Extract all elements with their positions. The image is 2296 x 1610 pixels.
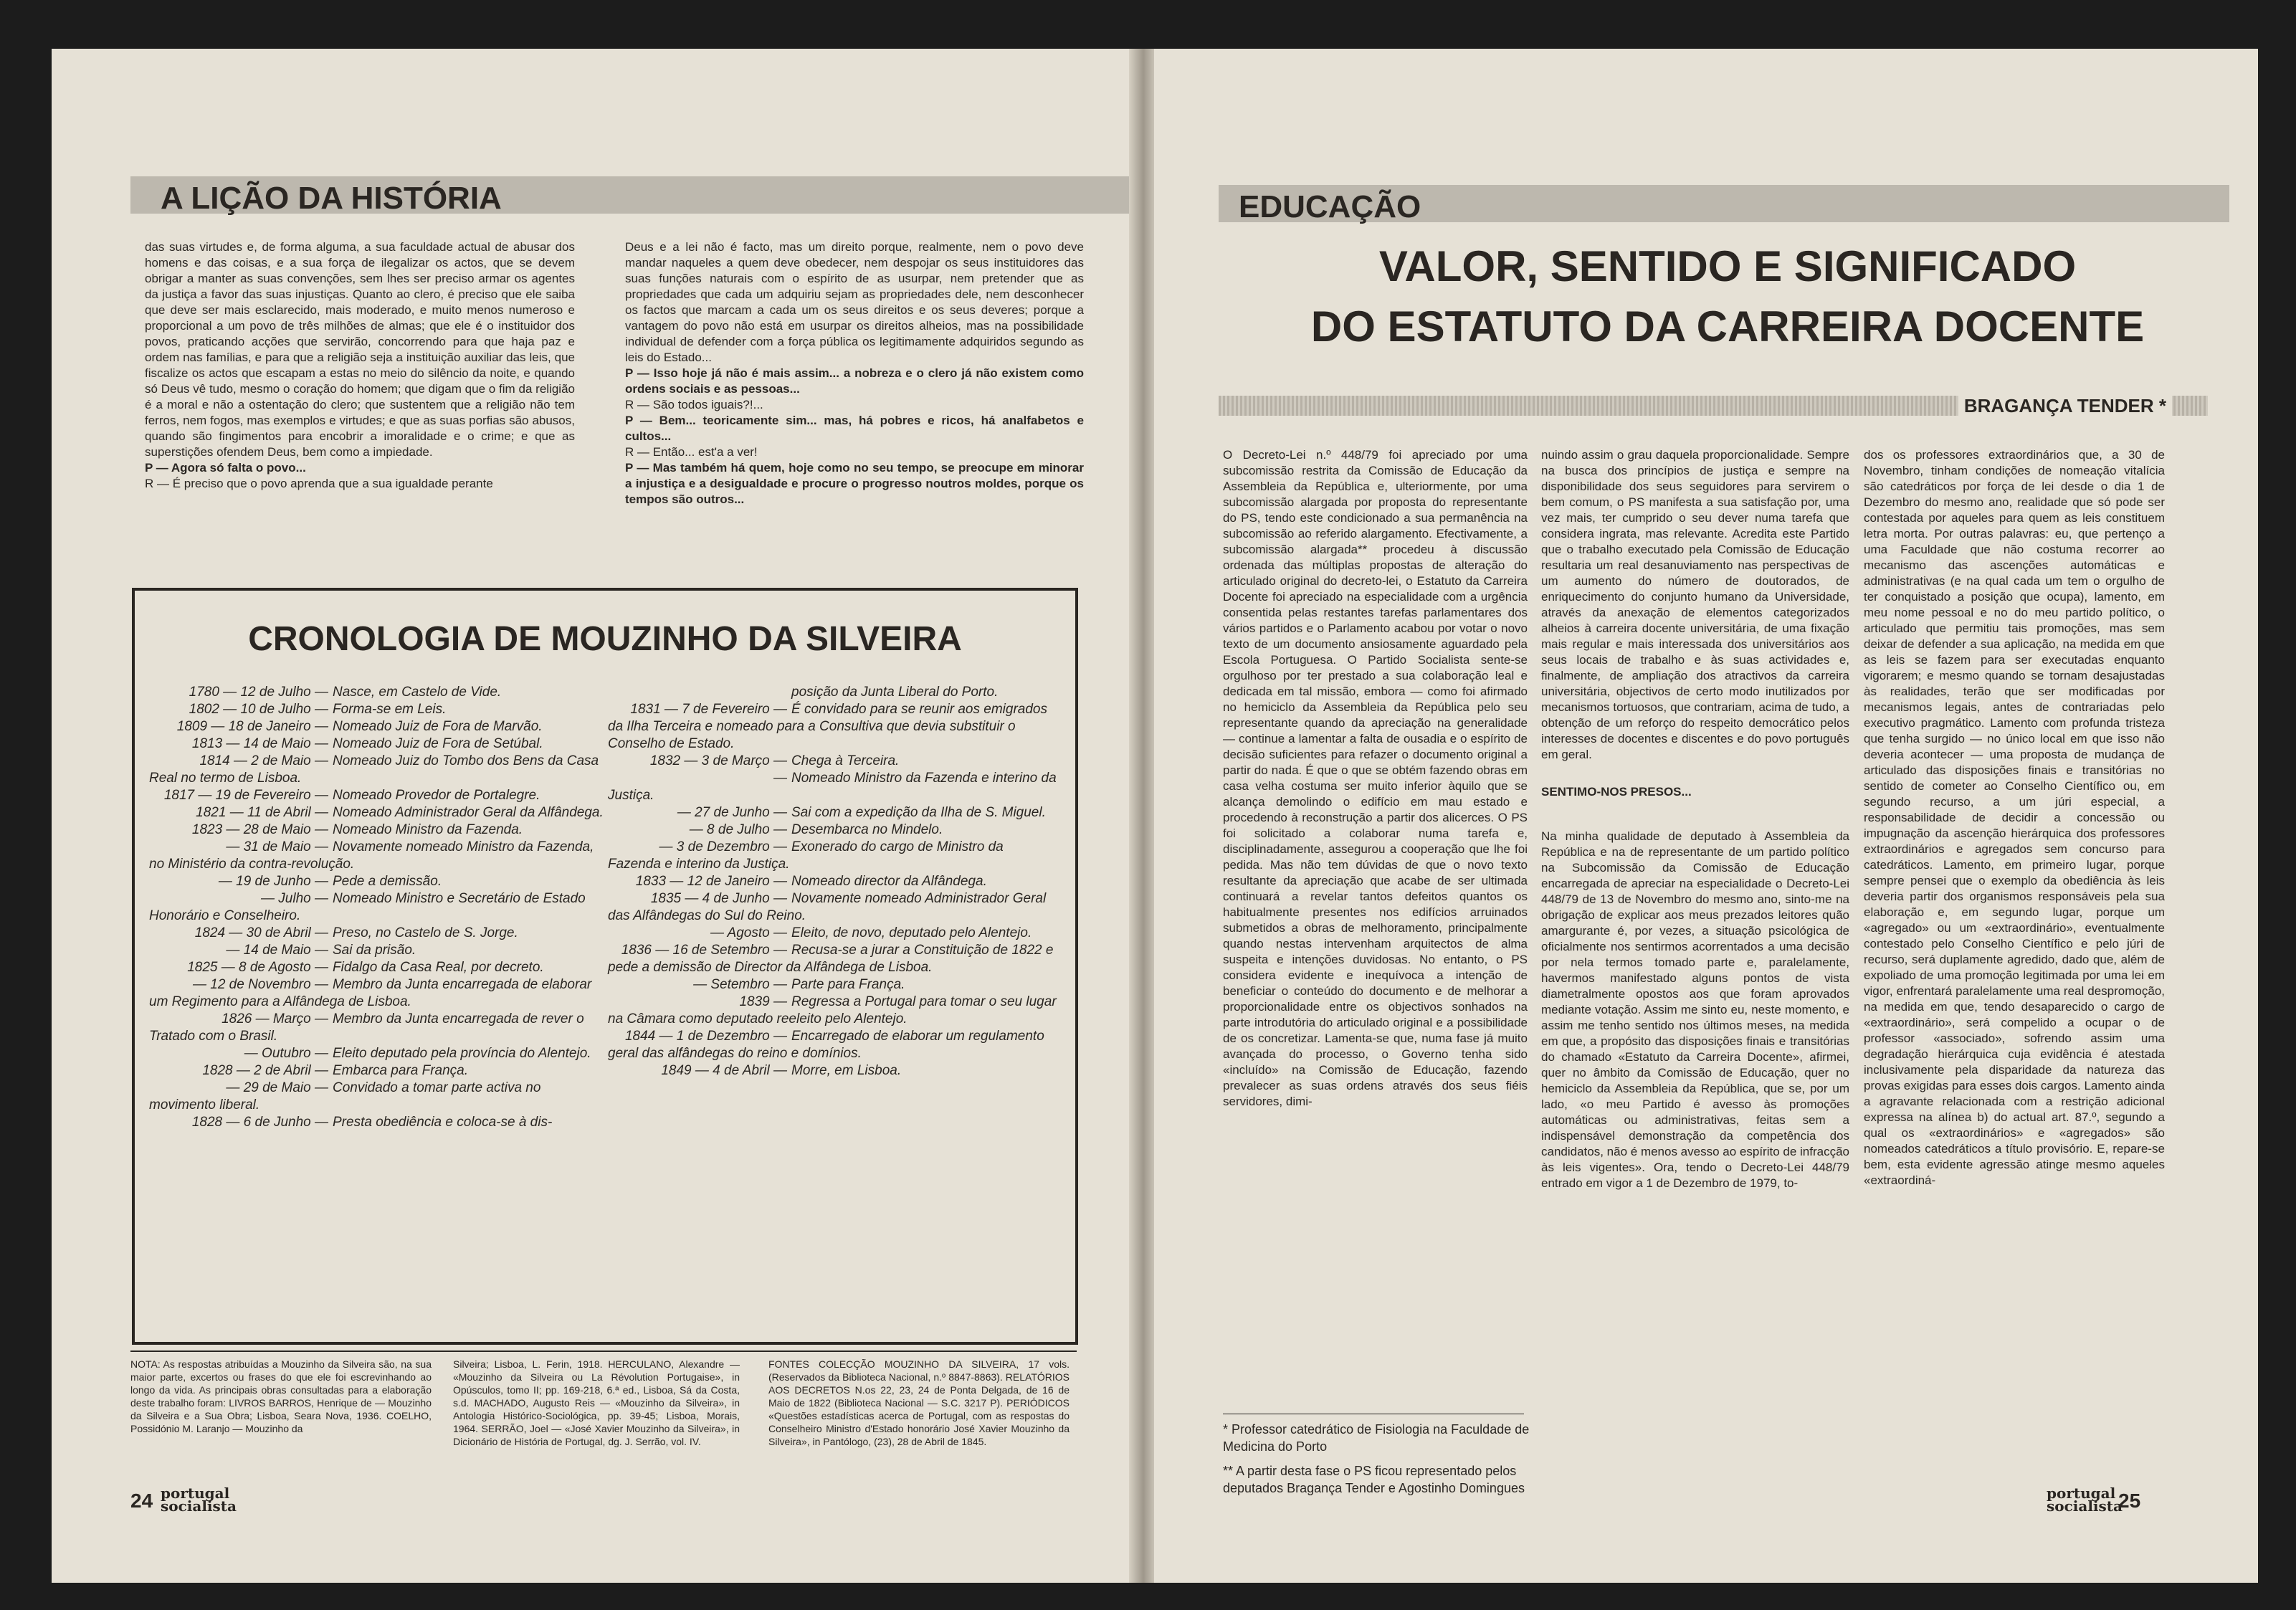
chronology-date: 1839 — <box>739 994 787 1009</box>
article-text: dos os professores extraordinários que, a 30 de Novembro, tinham condições de nomeação vitalícia são catedráticos por força de lei desde o dia 1 de Dezembro do mesmo ano, realidade que só pode ser contestada por aqueles para quem as leis constituem letra morta. Por outras palavras: eu, que pertenço a uma Faculdade que não costuma recorrer ao mecanismo das ascenções automáticas e administrativas (e na qual cada um tem o orgulho de ter conquistado a posição que ocupa), lamento, em meu nome pessoal e no do meu partido político, o articulado que permitiu tais promoções, mas sem deixar de defender a sua aplicação, na medida em que as leis se fazem para ser executadas enquanto vigorarem; e mesmo quando se tornam desajustadas às realidades, terão que ser modificadas por mecanismos legais, antes de contrariadas pelo executivo pragmático. Lamento com profunda tristeza que tenha surgido — no único local em que isso não deveria acontecer — uma proposta de mudança de articulado das disposições finais e transitórias no sentido de cometer ao Conselho Científico ou, em segundo recurso, a um júri especial, a responsabilidade de decidir a concessão ou impugnação da ascenção hierárquica dos professores extraordinários e agregados sem concurso para catedráticos. Lamento, em primeiro lugar, porque sempre pensei que o exemplo da obediência às leis deveria partir dos organismos responsáveis pela sua elaboração e, em segundo lugar, porque um «agregado» ou um «extraordinário», eventualmente contestado pelo Conselho Científico e pelo júri de recurso, será duplamente agredido, dado que, além de expoliado de uma promoção legitimada por uma lei em vigor, enfrentará paralelamente uma real despromoção, na medida em que, tendo desaparecido o cargo de «extraordinário», será compelido a ocupar o de professor «associado», sofrendo assim uma degradação hierárquica cuja evidência é atestada inclusivamente pela disparidade da natureza das provas exigidas para esses dois cargos. Lamento ainda a agravante relacionada com a restrição adicional expressa na alínea b) do actual art. 87.º, segundo a qual os «extraordinários» e «agregados» são nomeados catedráticos a título provisório. E, repare-se bem, esta evidente agressão atinge mesmo aqueles «extraordiná- <box>1864 448 2165 1187</box>
chronology-event: Novamente nomeado Administrador Geral das Alfândegas do Sul do Reino. <box>608 891 1047 923</box>
article-text: O Decreto-Lei n.º 448/79 foi apreciado por uma subcomissão restrita da Comissão de Educação da Assembleia da República e, ulteriormente, por uma subcomissão alargada por proposta do representante do PS, tendo este condicionado a sua permanência na subcomissão ao referido alargamento. Efectivamente, a subcomissão alargada** procedeu à discussão ordenada das múltiplas propostas de alteração do articulado original do decreto-lei, o Estatuto da Carreira Docente foi apreciado na especialidade com a urgência consentida pelas restantes tarefas parlamentares dos vários partidos e o Parlamento acabou por votar o novo texto de um documento ansiosamente aguardado pela Escola Portuguesa. O Partido Socialista sente-se orgulhoso por ter prestado a sua colaboração leal e dedicada em tal missão, embora — como foi afirmado no hemiciclo da Assembleia da República pelo seu representante quando da apreciação na generalidade — continue a lamentar a falta de ousadia e o espírito de decisão suficientes para refazer o documento original a partir do nada. É que o que se obtém fazendo obras em casa velha costuma ser muito inferior àquilo que se alcança demolindo o edifício em mau estado e procedendo à reconstrução a partir dos alicerces. O PS foi solicitado a colaborar numa tarefa e, disciplinadamente, assegurou a cooperação que lhe foi pedida. Mas não tem dúvidas de que o novo texto resultante da apreciação que acabe de ser ultimada continuará a revelar tantos defeitos quantos os habitualmente presentes nos edifícios arruinados submetidos a obras de melhoramento, principalmente quando nestas intervenham arquitectos de alma suspeita e intenções duvidosas. No entanto, o PS considera evidente e inequívoca a intenção de beneficiar o conteúdo do documento e de melhorar a proporcionalidade entre os objectivos sonhados na parte introdutória do articulado original e a possibilidade de os concretizar. Lamenta-se que, numa fase já muito avançada do processo, o Governo tenha sido «incluído» na Comissão de Educação, fazendo prevalecer as suas ordens através dos seus fiéis servidores, dimi- <box>1223 448 1528 1108</box>
chronology-entry <box>608 1028 1059 1062</box>
chronology-entry <box>608 1062 1059 1080</box>
chronology-event: Encarregado de elaborar um regulamento geral das alfândegas do reino e domínios. <box>608 1029 1044 1061</box>
chronology-event: Nomeado Administrador Geral da Alfândega. <box>333 805 604 820</box>
chronology-entry <box>608 873 1059 890</box>
chronology-event: Nomeado Provedor de Portalegre. <box>333 788 540 803</box>
chronology-entry <box>608 839 1059 873</box>
article-text: Na minha qualidade de deputado à Assembleia da República e na de representante de um partido político na Subcomissão da Comissão de Educação encarregada de apreciar na especialidade o Decreto-Lei 448/79 de 13 de Novembro do mesmo ano, sinto-me na obrigação de explicar aos meus prezados leitores quão amargurante é, por vezes, a situação psicológica de oficialmente nos sentirmos acorrentados a uma decisão por nela termos tomado parte e, paralelamente, havermos manifestado alguns pontos de vista diametralmente opostos aos que foram aprovados mediante votação. Assim me sinto eu, neste momento, e assim me tenho sentido nos últimos meses, na medida em que, a propósito das disposições finais e transitórias do chamado «Estatuto da Carreira Docente», afirmei, quer no âmbito da Comissão de Educação, quer no hemiciclo da Assembleia da República, que se, por um lado, «o meu Partido é avesso às promoções automáticas ou administrativas, feitas sem a indispensável demonstração da competência dos candidatos, não é menos avesso ao espírito de infracção às leis vigentes». Ora, tendo o Decreto-Lei 448/79 entrado em vigor a 1 de Dezembro de 1979, to- <box>1541 829 1849 1190</box>
chronology-date: — 29 de Maio — <box>226 1080 328 1095</box>
chronology-event: Sai da prisão. <box>333 943 416 958</box>
section-title-left: A LIÇÃO DA HISTÓRIA <box>161 181 502 216</box>
chronology-title: CRONOLOGIA DE MOUZINHO DA SILVEIRA <box>248 620 962 658</box>
headline-line: DO ESTATUTO DA CARREIRA DOCENTE <box>1310 303 2145 351</box>
chronology-entry <box>149 753 608 787</box>
publication-logo-right <box>2047 1487 2123 1513</box>
chronology-entry <box>149 1011 608 1045</box>
chronology-entry <box>608 804 1059 821</box>
chronology-date: — 27 de Junho — <box>677 805 787 820</box>
chronology-date: 1813 — 14 de Maio — <box>191 736 328 751</box>
chronology-date: 1817 — 19 de Fevereiro — <box>163 788 328 803</box>
chronology-event: posição da Junta Liberal do Porto. <box>791 685 999 700</box>
chronology-event: Eleito deputado pela província do Alentejo. <box>333 1046 591 1061</box>
chronology-entry <box>608 770 1059 804</box>
chronology-event: Morre, em Lisboa. <box>791 1063 902 1078</box>
chronology-event: Parte para França. <box>791 977 905 992</box>
question: P — Agora só falta o povo... <box>145 461 306 475</box>
notes-column-3 <box>768 1358 1070 1448</box>
chronology-event: Membro da Junta encarregada de elaborar um Regimento para a Alfândega de Lisboa. <box>149 977 592 1009</box>
chronology-entry <box>149 804 608 821</box>
chronology-entry <box>149 718 608 735</box>
chronology-entry <box>149 942 608 959</box>
notes-column-2 <box>453 1358 740 1448</box>
chronology-entry <box>608 701 1059 753</box>
chronology-entry <box>608 942 1059 976</box>
author-band <box>1219 396 2208 416</box>
chronology-date: 1824 — 30 de Abril — <box>194 925 328 940</box>
chronology-entry <box>149 1062 608 1080</box>
chronology-entry <box>149 1080 608 1114</box>
logo-line: portugal <box>2047 1485 2116 1502</box>
chronology-entry <box>608 994 1059 1028</box>
chronology-date: — 31 de Maio — <box>226 839 328 854</box>
notes-divider <box>130 1351 1077 1352</box>
left-page <box>52 49 1133 1583</box>
chronology-event: Preso, no Castelo de S. Jorge. <box>333 925 518 940</box>
chronology-event: Pede a demissão. <box>333 874 442 889</box>
chronology-date: 1823 — 28 de Maio — <box>191 822 328 837</box>
chronology-date: 1802 — 10 de Julho — <box>189 702 328 717</box>
chronology-date: — 8 de Julho — <box>689 822 787 837</box>
article-column-2 <box>1541 447 1849 1191</box>
chronology-entry <box>608 821 1059 839</box>
chronology-event: Recusa-se a jurar a Constituição de 1822 e pede a demissão de Director da Alfândega de Lisboa. <box>608 943 1054 975</box>
chronology-date: — 14 de Maio — <box>226 943 328 958</box>
chronology-entry <box>149 1045 608 1062</box>
chronology-entry <box>149 821 608 839</box>
chronology-event: Nomeado Ministro da Fazenda e interino da Justiça. <box>608 771 1057 803</box>
chronology-date: 1828 — 2 de Abril — <box>202 1063 328 1078</box>
chronology-event: Sai com a expedição da Ilha de S. Miguel. <box>791 805 1046 820</box>
chronology-entry <box>149 959 608 976</box>
article-text: Deus e a lei não é facto, mas um direito porque, realmente, nem o povo deve mandar naqueles a quem deve obedecer, nem despojar os seus instituidores das suas funções naturais com o espírito de as usurpar, nem pretender que as propriedades que cada um adquiriu sejam as propriedades dele, nem desconhecer os factos que marcam a cada um os seus direitos e os seus deveres; porque a vantagem do povo não está em usurpar os direitos alheios, mas na possibilidade individual de defender com a força pública os legitimamente adquiridos segundo as leis do Estado... <box>625 240 1084 364</box>
notes-text: NOTA: As respostas atribuídas a Mouzinho da Silveira são, na sua maior parte, excertos ou frases do que ele foi escrevinhando ao longo da vida. As principais obras consultadas para a elaboração deste trabalho foram: LIVROS BARROS, Henrique de — Mouzinho da Silveira e a Sua Obra; Lisboa, Seara Nova, 1936. COELHO, Possidónio M. Laranjo — Mouzinho da <box>130 1358 432 1434</box>
chronology-date: 1780 — 12 de Julho — <box>189 685 328 700</box>
chronology-date: 1835 — 4 de Junho — <box>650 891 787 906</box>
logo-line: portugal <box>161 1485 230 1502</box>
chronology-entry <box>608 753 1059 770</box>
chronology-event: Nasce, em Castelo de Vide. <box>333 685 502 700</box>
chronology-date: — 19 de Junho — <box>218 874 328 889</box>
chronology-event: Fidalgo da Casa Real, por decreto. <box>333 960 544 975</box>
chronology-date: 1832 — 3 de Março — <box>649 753 787 768</box>
footnotes <box>1223 1421 1531 1497</box>
notes-column-1 <box>130 1358 432 1435</box>
chronology-date: — Outubro — <box>244 1046 328 1061</box>
section-band-right <box>1219 185 2229 222</box>
chronology-entry <box>149 684 608 701</box>
chronology-entry <box>149 976 608 1011</box>
chronology-event: Exonerado do cargo de Ministro da Fazenda e interino da Justiça. <box>608 839 1004 872</box>
author-name: BRAGANÇA TENDER * <box>1958 396 2172 416</box>
chronology-event: Nomeado Ministro da Fazenda. <box>333 822 523 837</box>
notes-text: Silveira; Lisboa, L. Ferin, 1918. HERCULANO, Alexandre — «Mouzinho da Silveira ou La Révolution Portugaise», in Opúsculos, tomo II; pp. 169-218, 6.ª ed., Lisboa, Sá da Costa, s.d. MACHADO, Augusto Reis — «Mouzinho da Silveira», in Antologia Histórico-Sociológica, pp. 39-45; Lisboa, Morais, 1964. SERRÃO, Joel — «José Xavier Mouzinho da Silveira», in Dicionário de História de Portugal, dg. J. Serrão, vol. IV. <box>453 1358 740 1447</box>
chronology-event: Forma-se em Leis. <box>333 702 447 717</box>
chronology-date: 1836 — 16 de Setembro — <box>621 943 787 958</box>
question: P — Bem... teoricamente sim... mas, há pobres e ricos, há analfabetos e cultos... <box>625 414 1084 443</box>
chronology-date: 1828 — 6 de Junho — <box>191 1115 328 1130</box>
page-number-right: 25 <box>2118 1490 2141 1512</box>
chronology-entry <box>149 787 608 804</box>
chronology-date: 1809 — 18 de Janeiro — <box>176 719 328 734</box>
article-column-2 <box>625 239 1084 508</box>
chronology-date: — 12 de Novembro — <box>192 977 328 992</box>
chronology-date: 1825 — 8 de Agosto — <box>187 960 328 975</box>
article-text: nuindo assim o grau daquela proporcionalidade. Sempre na busca dos princípios de justiça e sempre na disponibilidade dos seus seguidores para servirem o bem comum, o PS manifesta a sua satisfação por, uma vez mais, ter cumprido o seu dever numa tarefa que considera ingrata, mas relevante. Acredita este Partido que o trabalho executado pela Comissão de Educação resultaria um real desanuviamento nas perspectivas de um aumento do número de doutorados, de enriquecimento do conjunto humano da Universidade, através da anexação de elementos categorizados alheios à carreira docente universitária, de uma fixação mais regular e mais interessada dos universitários aos seus locais de trabalho e às suas actividades e, finalmente, de ampliação dos atractivos da carreira universitária, objectivos de certo modo inutilizados por mecanismos tortuosos, que contrariam, acima de tudo, a obtenção de um reforço do respeito democrático pelos interesses de docentes e discentes e do povo português em geral. <box>1541 448 1849 761</box>
chronology-entry <box>608 684 1059 701</box>
footnote: ** A partir desta fase o PS ficou representado pelos deputados Bragança Tender e Agostinho Domingues <box>1223 1464 1525 1495</box>
chronology-date: 1844 — 1 de Dezembro — <box>624 1029 787 1044</box>
answer: R — É preciso que o povo aprenda que a sua igualdade perante <box>145 477 493 490</box>
logo-line: socialista <box>2047 1497 2123 1515</box>
chronology-date: 1826 — Março — <box>221 1011 328 1027</box>
chronology-entry <box>149 701 608 718</box>
chronology-event: Nomeado Juiz de Fora de Setúbal. <box>333 736 543 751</box>
article-text: das suas virtudes e, de forma alguma, a sua faculdade actual de abusar dos homens e das coisas, e a sua força de ilegalizar os actos, que se devem obrigar a manter as suas convenções, sem lhes ser preciso armar os agentes da justiça a favor das suas injustiças. Quanto ao clero, é preciso que ele saiba que deve ser mais esclarecido, mais moderado, e muito menos numeroso e proporcional a um povo de três milhões de almas; que ele é o instituidor dos povos, praticando acções que servirão, concorrendo para que haja paz e ordem nas famílias, e para que a religião seja a instituição auxiliar das leis, que fiscalize os actos que escapam a estas no meio do silêncio da noite, e quando só Deus vê tudo, mesmo o coração do homem; que digam que o fim da religião é a moral e não a ostentação do clero; que sustentem que a religião não tem ferros, nem fogos, mas exemplos e virtudes; e que as suas porfias são abusos, quando são fingimentos para encobrir a imoralidade e o crime; e que as superstições ofendem Deus, bem como a impiedade. <box>145 240 575 459</box>
chronology-event: Desembarca no Mindelo. <box>791 822 943 837</box>
chronology-event: Nomeado Ministro e Secretário de Estado Honorário e Conselheiro. <box>149 891 586 923</box>
chronology-date: 1831 — 7 de Fevereiro — <box>630 702 787 717</box>
chronology-date: — Julho — <box>261 891 328 906</box>
chronology-event: Presta obediência e coloca-se à dis- <box>333 1115 553 1130</box>
chronology-event: Regressa a Portugal para tomar o seu lugar na Câmara como deputado reeleito pelo Alentejo. <box>608 994 1057 1027</box>
chronology-event: Eleito, de novo, deputado pelo Alentejo. <box>791 925 1032 940</box>
chronology-entry <box>608 890 1059 925</box>
question: P — Mas também há quem, hoje como no seu tempo, se preocupe em minorar a injustiça e a desigualdade e procure o progresso noutros moldes, porque os tempos são outros... <box>625 461 1084 506</box>
right-page <box>1154 49 2258 1583</box>
footnote: * Professor catedrático de Fisiologia na Faculdade de Medicina do Porto <box>1223 1422 1530 1454</box>
chronology-column-right <box>608 684 1059 1080</box>
publication-logo-left <box>161 1487 237 1513</box>
chronology-date: — 3 de Dezembro — <box>659 839 787 854</box>
chronology-date: — Setembro — <box>693 977 787 992</box>
chronology-column-left <box>149 684 608 1131</box>
spine-gutter <box>1129 49 1158 1583</box>
chronology-entry <box>149 890 608 925</box>
answer: R — São todos iguais?!... <box>625 398 763 411</box>
chronology-event: Nomeado director da Alfândega. <box>791 874 987 889</box>
chronology-entry <box>149 873 608 890</box>
chronology-date: — <box>773 771 787 786</box>
section-title-right: EDUCAÇÃO <box>1239 189 1421 224</box>
chronology-date: 1814 — 2 de Maio — <box>199 753 328 768</box>
chronology-date: 1849 — 4 de Abril — <box>661 1063 787 1078</box>
chronology-box <box>132 588 1078 1345</box>
chronology-entry <box>608 976 1059 994</box>
logo-line: socialista <box>161 1497 237 1515</box>
chronology-entry <box>149 839 608 873</box>
subheading: SENTIMO-NOS PRESOS... <box>1541 785 1692 799</box>
chronology-event: Novamente nomeado Ministro da Fazenda, no Ministério da contra-revolução. <box>149 839 594 872</box>
question: P — Isso hoje já não é mais assim... a nobreza e o clero já não existem como ordens sociais e as pessoas... <box>625 366 1084 396</box>
chronology-event: Nomeado Juiz de Fora de Marvão. <box>333 719 543 734</box>
chronology-entry <box>149 925 608 942</box>
chronology-event: Convidado a tomar parte activa no movimento liberal. <box>149 1080 541 1113</box>
chronology-event: Nomeado Juiz do Tombo dos Bens da Casa Real no termo de Lisboa. <box>149 753 599 786</box>
chronology-entry <box>149 1114 608 1131</box>
article-column-1 <box>145 239 575 492</box>
article-column-3 <box>1864 447 2165 1189</box>
chronology-event: Membro da Junta encarregada de rever o Tratado com o Brasil. <box>149 1011 584 1044</box>
chronology-event: Chega à Terceira. <box>791 753 900 768</box>
chronology-event: Embarca para França. <box>333 1063 469 1078</box>
chronology-date: 1821 — 11 de Abril — <box>196 805 328 820</box>
chronology-event: É convidado para se reunir aos emigrados da Ilha Terceira e nomeado para a Consultiva que devia substituir o Conselho de Estado. <box>608 702 1047 751</box>
answer: R — Então... est'a a ver! <box>625 445 758 459</box>
article-headline <box>1262 237 2193 357</box>
chronology-entry <box>149 735 608 753</box>
headline-line: VALOR, SENTIDO E SIGNIFICADO <box>1378 242 2077 290</box>
chronology-date: — Agosto — <box>710 925 787 940</box>
notes-text: FONTES COLECÇÃO MOUZINHO DA SILVEIRA, 17 vols. (Reservados da Biblioteca Nacional, n.º 8847-8863). RELATÓRIOS AOS DECRETOS N.os 22, 23, 24 de Ponta Delgada, de 16 de Maio de 1822 (Biblioteca Nacional — S.C. 3217 P). PERIÓDICOS «Questões estadísticas acerca de Portugal, com as respostas do Conselheiro Ministro d'Estado honorário José Xavier Mouzinho da Silveira», in Pantólogo, (23), 28 de Abril de 1845. <box>768 1358 1070 1447</box>
page-number-left: 24 <box>130 1490 153 1512</box>
article-column-1 <box>1223 447 1528 1110</box>
section-band-left <box>130 176 1133 214</box>
chronology-entry <box>608 925 1059 942</box>
chronology-date: 1833 — 12 de Janeiro — <box>635 874 787 889</box>
